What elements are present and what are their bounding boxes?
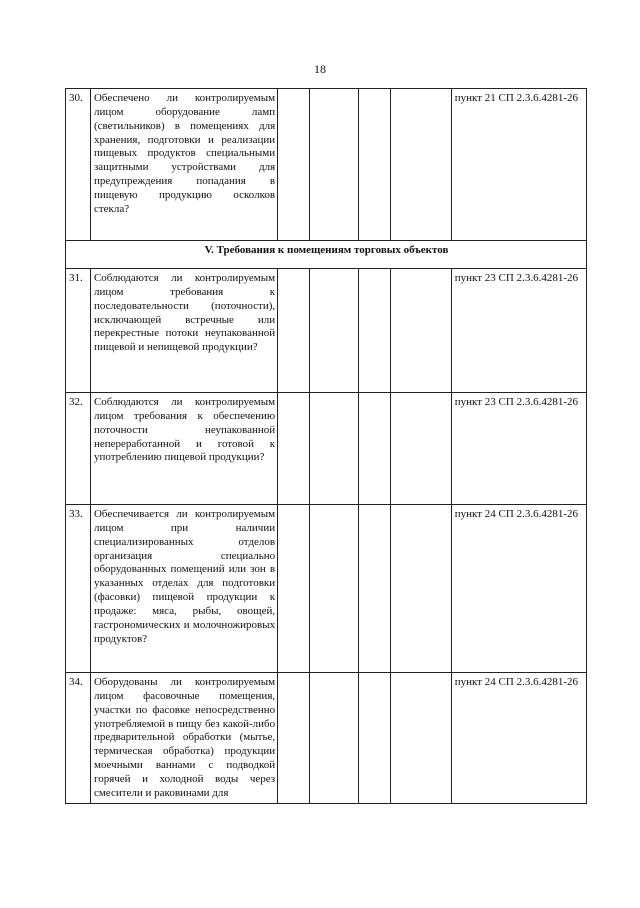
table-row	[66, 505, 587, 673]
answer-cell-yes	[278, 89, 310, 241]
answer-cell-yes	[278, 505, 310, 673]
item-question: Соблюдаются ли контролируемым лицом требования к обеспечению поточности неупакованной непереработанной и готовой к употреблению пищевой продукции?	[90, 393, 277, 505]
answer-cell-note	[391, 673, 451, 804]
answer-cell-yes	[278, 269, 310, 393]
table-row	[66, 393, 587, 505]
item-question: Соблюдаются ли контролируемым лицом требования к последовательности (поточности), исключающей встречные или перекрестные потоки неупакованной пищевой и непищевой продукции?	[90, 269, 277, 393]
answer-cell-na	[359, 393, 391, 505]
table-row	[66, 269, 587, 393]
table-row	[66, 673, 587, 804]
item-question: Обеспечено ли контролируемым лицом оборудование ламп (светильников) в помещениях для хранения, подготовки и реализации пищевых продуктов специальными защитными устройствами для предупреждения попадания в пищевую продукцию осколков стекла?	[90, 89, 277, 241]
answer-cell-na	[359, 89, 391, 241]
item-reference: пункт 24 СП 2.3.6.4281-26	[451, 505, 586, 673]
answer-cell-note	[391, 393, 451, 505]
answer-cell-note	[391, 505, 451, 673]
item-reference: пункт 24 СП 2.3.6.4281-26	[451, 673, 586, 804]
section-title: V. Требования к помещениям торговых объектов	[66, 241, 587, 269]
item-number: 30.	[66, 89, 91, 241]
answer-cell-note	[391, 89, 451, 241]
item-number: 33.	[66, 505, 91, 673]
item-reference: пункт 23 СП 2.3.6.4281-26	[451, 269, 586, 393]
answer-cell-no	[310, 269, 359, 393]
table-row	[66, 89, 587, 241]
item-number: 34.	[66, 673, 91, 804]
answer-cell-no	[310, 393, 359, 505]
section-header-row	[66, 241, 587, 269]
item-reference: пункт 23 СП 2.3.6.4281-26	[451, 393, 586, 505]
answer-cell-na	[359, 673, 391, 804]
item-number: 31.	[66, 269, 91, 393]
checklist-table	[65, 88, 587, 804]
answer-cell-no	[310, 89, 359, 241]
page-number: 18	[314, 62, 326, 76]
answer-cell-na	[359, 505, 391, 673]
item-question: Обеспечивается ли контролируемым лицом при наличии специализированных отделов организация специально оборудованных помещений или зон в указанных отделах для подготовки (фасовки) пищевой продукции к продаже: мяса, рыбы, овощей, гастрономических и молочножировых продуктов?	[90, 505, 277, 673]
item-reference: пункт 21 СП 2.3.6.4281-26	[451, 89, 586, 241]
answer-cell-yes	[278, 673, 310, 804]
answer-cell-na	[359, 269, 391, 393]
answer-cell-yes	[278, 393, 310, 505]
answer-cell-no	[310, 505, 359, 673]
answer-cell-note	[391, 269, 451, 393]
item-number: 32.	[66, 393, 91, 505]
answer-cell-no	[310, 673, 359, 804]
item-question: Оборудованы ли контролируемым лицом фасовочные помещения, участки по фасовке непосредственно употребляемой в пищу без какой-либо предварительной обработки (мытье, термическая обработка) продукции моечными ваннами с подводкой горячей и холодной воды через смесители и раковинами для	[90, 673, 277, 804]
